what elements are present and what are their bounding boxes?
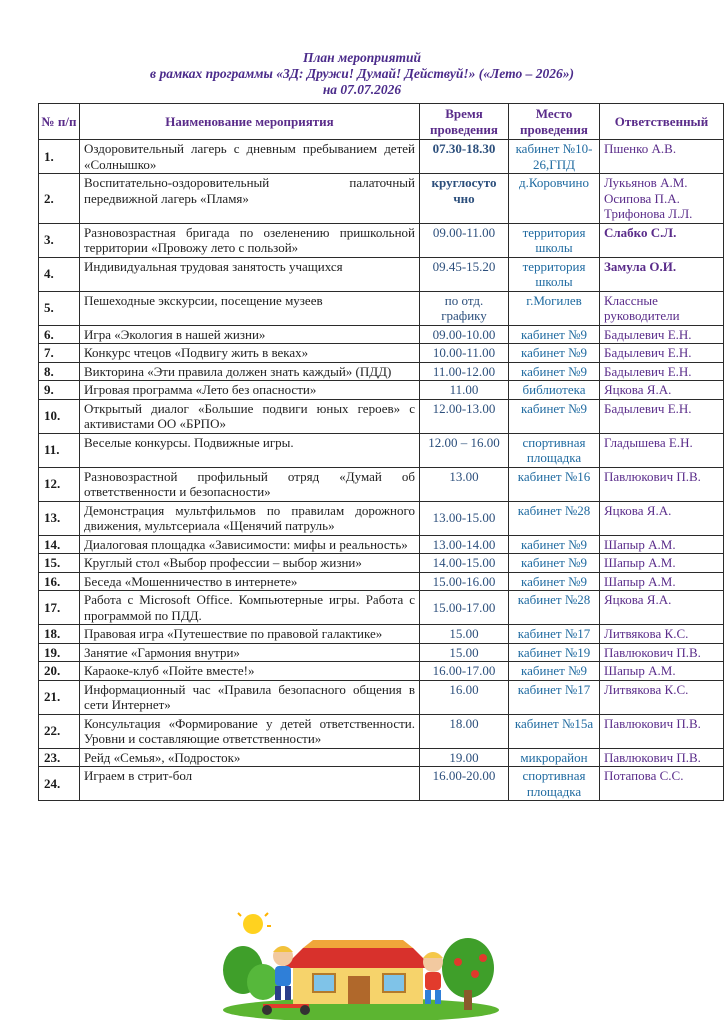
event-place: кабинет №28 [509, 501, 600, 535]
col-header-name: Наименование мероприятия [80, 104, 420, 140]
event-time: 16.00-20.00 [420, 767, 509, 801]
table-row [39, 662, 724, 681]
event-name: Беседа «Мошенничество в интернете» [80, 572, 420, 591]
event-responsible: Слабко С.Л. [600, 223, 724, 257]
plan-subtitle: в рамках программы «3Д: Дружи! Думай! Действуй!» («Лето – 2026») [150, 66, 574, 81]
plan-header [0, 50, 724, 98]
event-time: 16.00-17.00 [420, 662, 509, 681]
row-number: 15. [39, 554, 80, 573]
event-responsible: Замула О.И. [600, 257, 724, 291]
events-table [38, 103, 724, 801]
event-responsible: Шапыр А.М. [600, 535, 724, 554]
col-header-num: № п/п [39, 104, 80, 140]
table-body [39, 140, 724, 801]
event-name: Диалоговая площадка «Зависимости: мифы и реальность» [80, 535, 420, 554]
row-number: 19. [39, 643, 80, 662]
event-name: Консультация «Формирование у детей ответственности. Уровни и составляющие ответственности» [80, 714, 420, 748]
event-place: кабинет №9 [509, 535, 600, 554]
event-responsible: Лукьянов А.М. Осипова П.А. Трифонова Л.Л. [600, 174, 724, 224]
event-time: по отд. графику [420, 291, 509, 325]
row-number: 10. [39, 399, 80, 433]
event-place: кабинет №19 [509, 643, 600, 662]
event-responsible: Павлюкович П.В. [600, 467, 724, 501]
event-name: Работа с Microsoft Office. Компьютерные игры. Работа с программой по ПДД. [80, 591, 420, 625]
table-header-row [39, 104, 724, 140]
event-name: Игра «Экология в нашей жизни» [80, 325, 420, 344]
event-responsible: Павлюкович П.В. [600, 714, 724, 748]
row-number: 23. [39, 748, 80, 767]
row-number: 22. [39, 714, 80, 748]
event-name: Викторина «Эти правила должен знать каждый» (ПДД) [80, 362, 420, 381]
row-number: 14. [39, 535, 80, 554]
event-name: Занятие «Гармония внутри» [80, 643, 420, 662]
event-place: кабинет №15а [509, 714, 600, 748]
event-place: кабинет №9 [509, 572, 600, 591]
table-row [39, 767, 724, 801]
table-row [39, 140, 724, 174]
row-number: 21. [39, 680, 80, 714]
event-place: кабинет №10-26,ГПД [509, 140, 600, 174]
event-time: 11.00 [420, 381, 509, 400]
event-place: кабинет №16 [509, 467, 600, 501]
event-responsible: Яцкова Я.А. [600, 591, 724, 625]
event-place: территория школы [509, 223, 600, 257]
event-name: Индивидуальная трудовая занятость учащихся [80, 257, 420, 291]
row-number: 7. [39, 344, 80, 363]
table-row [39, 501, 724, 535]
row-number: 20. [39, 662, 80, 681]
table-row [39, 399, 724, 433]
event-time: круглосуто чно [420, 174, 509, 224]
event-responsible: Шапыр А.М. [600, 572, 724, 591]
row-number: 6. [39, 325, 80, 344]
event-place: микрорайон [509, 748, 600, 767]
table-row [39, 381, 724, 400]
row-number: 2. [39, 174, 80, 224]
event-place: спортивная площадка [509, 433, 600, 467]
row-number: 24. [39, 767, 80, 801]
event-time: 09.00-10.00 [420, 325, 509, 344]
table-row [39, 643, 724, 662]
row-number: 8. [39, 362, 80, 381]
row-number: 16. [39, 572, 80, 591]
table-row [39, 714, 724, 748]
row-number: 17. [39, 591, 80, 625]
table-row [39, 325, 724, 344]
row-number: 3. [39, 223, 80, 257]
event-time: 09.00-11.00 [420, 223, 509, 257]
event-place: кабинет №9 [509, 325, 600, 344]
table-row [39, 625, 724, 644]
event-place: кабинет №9 [509, 662, 600, 681]
event-responsible: Шапыр А.М. [600, 662, 724, 681]
row-number: 4. [39, 257, 80, 291]
event-name: Демонстрация мультфильмов по правилам дорожного движения, мультсериала «Щенячий патруль» [80, 501, 420, 535]
row-number: 12. [39, 467, 80, 501]
table-row [39, 554, 724, 573]
event-responsible: Яцкова Я.А. [600, 501, 724, 535]
event-name: Информационный час «Правила безопасного общения в сети Интернет» [80, 680, 420, 714]
event-time: 15.00-16.00 [420, 572, 509, 591]
table-row [39, 467, 724, 501]
children-playing-picture [223, 910, 499, 1020]
col-header-responsible: Ответственный [600, 104, 724, 140]
event-responsible: Литвякова К.С. [600, 625, 724, 644]
event-name: Разновозрастной профильный отряд «Думай об ответственности и безопасности» [80, 467, 420, 501]
event-responsible: Бадылевич Е.Н. [600, 344, 724, 363]
event-name: Пешеходные экскурсии, посещение музеев [80, 291, 420, 325]
event-responsible: Бадылевич Е.Н. [600, 362, 724, 381]
event-time: 12.00-13.00 [420, 399, 509, 433]
event-time: 16.00 [420, 680, 509, 714]
event-time: 19.00 [420, 748, 509, 767]
event-name: Разновозрастная бригада по озеленению пришкольной территории «Провожу лето с пользой» [80, 223, 420, 257]
event-name: Караоке-клуб «Пойте вместе!» [80, 662, 420, 681]
event-name: Оздоровительный лагерь с дневным пребыванием детей «Солнышко» [80, 140, 420, 174]
event-responsible: Классные руководители [600, 291, 724, 325]
event-time: 11.00-12.00 [420, 362, 509, 381]
event-responsible: Бадылевич Е.Н. [600, 325, 724, 344]
event-responsible: Бадылевич Е.Н. [600, 399, 724, 433]
event-time: 13.00-15.00 [420, 501, 509, 535]
event-time: 15.00-17.00 [420, 591, 509, 625]
event-time: 09.45-15.20 [420, 257, 509, 291]
event-place: кабинет №17 [509, 625, 600, 644]
event-name: Открытый диалог «Большие подвиги юных героев» с активистами ОО «БРПО» [80, 399, 420, 433]
plan-title: План мероприятий [302, 50, 422, 65]
table-row [39, 748, 724, 767]
row-number: 1. [39, 140, 80, 174]
table-row [39, 680, 724, 714]
event-responsible: Потапова С.С. [600, 767, 724, 801]
table-row [39, 535, 724, 554]
row-number: 9. [39, 381, 80, 400]
event-time: 18.00 [420, 714, 509, 748]
event-responsible: Литвякова К.С. [600, 680, 724, 714]
event-place: кабинет №28 [509, 591, 600, 625]
table-row [39, 362, 724, 381]
event-time: 15.00 [420, 625, 509, 644]
event-time: 10.00-11.00 [420, 344, 509, 363]
event-place: кабинет №9 [509, 554, 600, 573]
plan-date: на 07.07.2026 [322, 82, 402, 97]
row-number: 18. [39, 625, 80, 644]
event-responsible: Павлюкович П.В. [600, 748, 724, 767]
event-name: Воспитательно-оздоровительный палаточный передвижной лагерь «Пламя» [80, 174, 420, 224]
table-row [39, 344, 724, 363]
event-place: кабинет №9 [509, 344, 600, 363]
table-row [39, 174, 724, 224]
event-place: спортивная площадка [509, 767, 600, 801]
event-name: Рейд «Семья», «Подросток» [80, 748, 420, 767]
event-place: кабинет №9 [509, 399, 600, 433]
event-name: Конкурс чтецов «Подвигу жить в веках» [80, 344, 420, 363]
row-number: 5. [39, 291, 80, 325]
event-name: Круглый стол «Выбор профессии – выбор жизни» [80, 554, 420, 573]
event-time: 13.00 [420, 467, 509, 501]
event-responsible: Павлюкович П.В. [600, 643, 724, 662]
event-time: 13.00-14.00 [420, 535, 509, 554]
event-place: д.Коровчино [509, 174, 600, 224]
table-row [39, 291, 724, 325]
row-number: 11. [39, 433, 80, 467]
event-place: г.Могилев [509, 291, 600, 325]
event-place: кабинет №17 [509, 680, 600, 714]
table-row [39, 433, 724, 467]
event-place: библиотека [509, 381, 600, 400]
event-place: территория школы [509, 257, 600, 291]
event-time: 14.00-15.00 [420, 554, 509, 573]
event-name: Игровая программа «Лето без опасности» [80, 381, 420, 400]
row-number: 13. [39, 501, 80, 535]
event-time: 07.30-18.30 [420, 140, 509, 174]
event-place: кабинет №9 [509, 362, 600, 381]
table-row [39, 591, 724, 625]
event-name: Правовая игра «Путешествие по правовой галактике» [80, 625, 420, 644]
event-responsible: Шапыр А.М. [600, 554, 724, 573]
event-time: 12.00 – 16.00 [420, 433, 509, 467]
event-name: Веселые конкурсы. Подвижные игры. [80, 433, 420, 467]
event-name: Играем в стрит-бол [80, 767, 420, 801]
event-responsible: Яцкова Я.А. [600, 381, 724, 400]
event-time: 15.00 [420, 643, 509, 662]
col-header-place: Место проведения [509, 104, 600, 140]
event-responsible: Гладышева Е.Н. [600, 433, 724, 467]
col-header-time: Время проведения [420, 104, 509, 140]
table-row [39, 223, 724, 257]
table-row [39, 257, 724, 291]
table-row [39, 572, 724, 591]
event-responsible: Пшенко А.В. [600, 140, 724, 174]
